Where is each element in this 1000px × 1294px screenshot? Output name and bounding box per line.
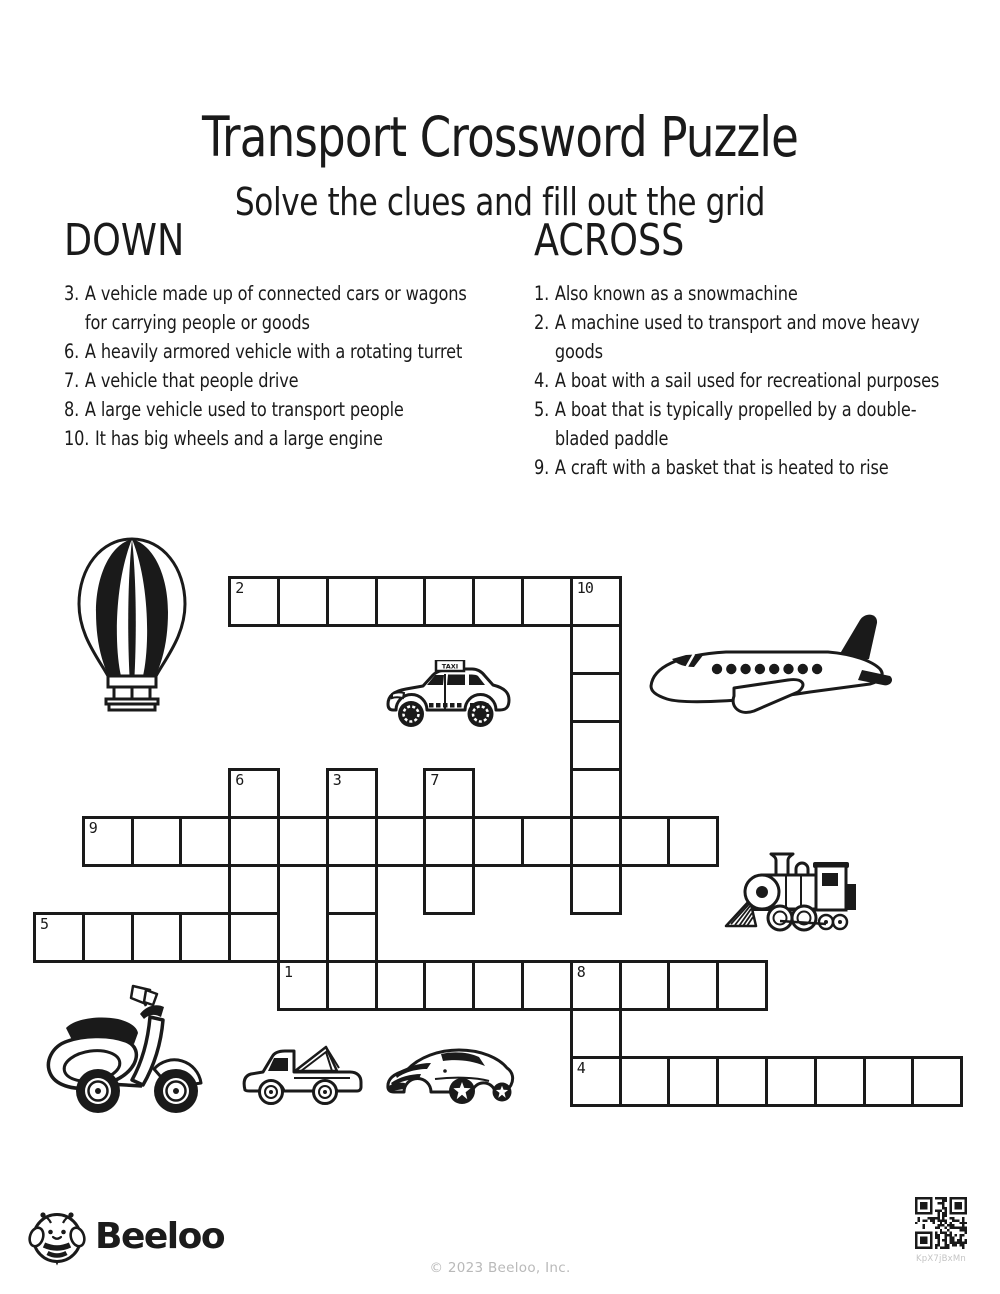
grid-cell[interactable] (570, 960, 622, 1011)
scooter-illustration (42, 984, 214, 1117)
clue-item (64, 366, 479, 395)
clue-text: Also known as a snowmachine (554, 282, 798, 305)
grid-cell[interactable] (716, 960, 768, 1011)
grid-cell[interactable] (863, 1056, 915, 1107)
grid-cell[interactable] (228, 864, 280, 915)
clue-item (534, 366, 949, 395)
grid-cell[interactable] (667, 1056, 719, 1107)
cell-number: 9 (88, 819, 97, 837)
grid-cell[interactable] (82, 912, 134, 963)
grid-cell[interactable] (277, 960, 329, 1011)
clue-item (534, 453, 949, 482)
cell-number: 5 (40, 915, 49, 933)
grid-cell[interactable] (570, 672, 622, 723)
grid-cell[interactable] (570, 864, 622, 915)
clue-number: 2. (534, 311, 550, 334)
across-clue-list (534, 279, 949, 482)
down-clue-list (64, 279, 479, 453)
grid-cell[interactable] (667, 960, 719, 1011)
across-clues-section (534, 215, 949, 482)
grid-cell[interactable] (619, 960, 671, 1011)
grid-cell[interactable] (570, 1056, 622, 1107)
taxi-illustration (379, 660, 515, 732)
grid-cell[interactable] (521, 576, 573, 627)
grid-cell[interactable] (228, 912, 280, 963)
clue-number: 3. (64, 282, 80, 305)
grid-cell[interactable] (619, 1056, 671, 1107)
grid-cell[interactable] (521, 960, 573, 1011)
airplane-illustration (642, 610, 894, 734)
clue-text: A boat with a sail used for recreational purposes (554, 369, 940, 392)
grid-cell[interactable] (277, 816, 329, 867)
grid-cell[interactable] (570, 624, 622, 675)
beeloo-logo-icon (28, 1208, 86, 1266)
grid-cell[interactable] (814, 1056, 866, 1107)
down-clues-section (64, 215, 479, 453)
grid-cell[interactable] (277, 576, 329, 627)
copyright-text: © 2023 Beeloo, Inc. (429, 1260, 571, 1276)
svg-text:TAXI: TAXI (441, 662, 459, 671)
cell-number: 8 (576, 963, 585, 981)
clue-number: 8. (64, 398, 80, 421)
grid-cell[interactable] (472, 576, 524, 627)
clue-text: It has big wheels and a large engine (95, 427, 383, 450)
grid-cell[interactable] (716, 1056, 768, 1107)
grid-cell[interactable] (131, 816, 183, 867)
cell-number: 3 (332, 771, 341, 789)
grid-cell[interactable] (131, 912, 183, 963)
clue-number: 10. (64, 427, 90, 450)
grid-cell[interactable] (228, 768, 280, 819)
hot-air-balloon-illustration (72, 536, 192, 712)
clue-text: A large vehicle used to transport people (84, 398, 404, 421)
clue-item (534, 395, 949, 453)
grid-cell[interactable] (570, 576, 622, 627)
grid-cell[interactable] (228, 816, 280, 867)
grid-cell[interactable] (326, 864, 378, 915)
grid-cell[interactable] (423, 768, 475, 819)
grid-cell[interactable] (423, 864, 475, 915)
grid-cell[interactable] (570, 768, 622, 819)
brand-name: Beeloo (95, 1216, 225, 1257)
clue-number: 7. (64, 369, 80, 392)
page-subtitle: Solve the clues and fill out the grid (234, 179, 766, 224)
clue-text: A vehicle made up of connected cars or wagons for carrying people or goods (84, 282, 467, 334)
clue-item (64, 279, 479, 337)
clue-item (64, 337, 479, 366)
page-title: Transport Crossword Puzzle (201, 104, 799, 169)
cell-number: 6 (235, 771, 244, 789)
clue-number: 5. (534, 398, 550, 421)
grid-cell[interactable] (765, 1056, 817, 1107)
clue-item (64, 395, 479, 424)
grid-cell[interactable] (521, 816, 573, 867)
grid-cell[interactable] (423, 816, 475, 867)
grid-cell[interactable] (619, 816, 671, 867)
grid-cell[interactable] (423, 960, 475, 1011)
grid-cell[interactable] (326, 816, 378, 867)
grid-cell[interactable] (375, 576, 427, 627)
qr-code (915, 1197, 967, 1249)
grid-cell[interactable] (570, 816, 622, 867)
grid-cell[interactable] (179, 912, 231, 963)
down-heading: DOWN (64, 215, 185, 266)
grid-cell[interactable] (179, 816, 231, 867)
grid-cell[interactable] (33, 912, 85, 963)
tow-truck-illustration (238, 1038, 370, 1108)
grid-cell[interactable] (326, 960, 378, 1011)
grid-cell[interactable] (326, 912, 378, 963)
clue-item (64, 424, 479, 453)
steam-train-illustration (722, 842, 858, 932)
sports-car-illustration (383, 1041, 516, 1107)
cell-number: 2 (235, 579, 244, 597)
grid-cell[interactable] (472, 816, 524, 867)
clue-number: 4. (534, 369, 550, 392)
grid-cell[interactable] (228, 576, 280, 627)
grid-cell[interactable] (423, 576, 475, 627)
qr-block (913, 1197, 969, 1264)
grid-cell[interactable] (667, 816, 719, 867)
grid-cell[interactable] (82, 816, 134, 867)
clue-text: A vehicle that people drive (84, 369, 299, 392)
grid-cell[interactable] (472, 960, 524, 1011)
grid-cell[interactable] (375, 960, 427, 1011)
clue-number: 6. (64, 340, 80, 363)
clue-text: A machine used to transport and move heavy goods (554, 311, 920, 363)
clue-number: 9. (534, 456, 550, 479)
clue-item (534, 308, 949, 366)
cell-number: 4 (576, 1059, 585, 1077)
clue-text: A heavily armored vehicle with a rotating turret (84, 340, 463, 363)
clue-text: A boat that is typically propelled by a double-bladed paddle (554, 398, 917, 450)
grid-cell[interactable] (911, 1056, 963, 1107)
qr-caption: KpX7jBxMn (916, 1254, 966, 1264)
cell-number: 10 (576, 579, 593, 597)
grid-cell[interactable] (326, 576, 378, 627)
cell-number: 1 (284, 963, 293, 981)
grid-cell[interactable] (375, 816, 427, 867)
grid-cell[interactable] (326, 768, 378, 819)
cell-number: 7 (430, 771, 439, 789)
clue-number: 1. (534, 282, 550, 305)
grid-cell[interactable] (570, 720, 622, 771)
across-heading: ACROSS (534, 215, 685, 266)
clue-item (534, 279, 949, 308)
grid-cell[interactable] (570, 1008, 622, 1059)
clue-text: A craft with a basket that is heated to rise (554, 456, 889, 479)
